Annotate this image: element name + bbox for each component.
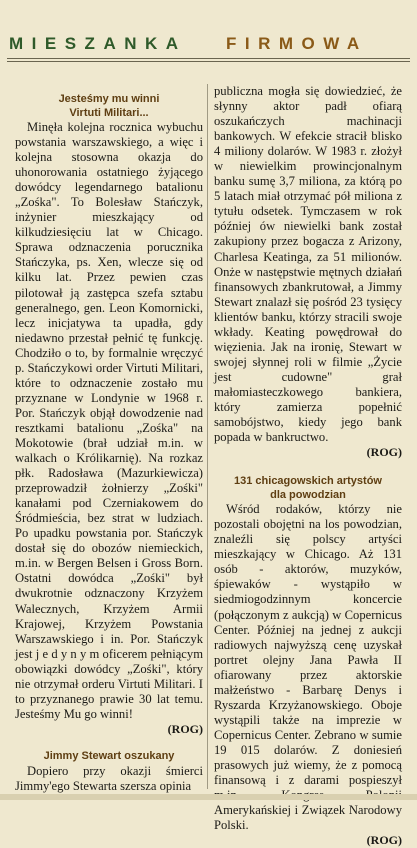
headline-line-1: Jesteśmy mu winni <box>58 93 160 105</box>
article-signature: (ROG) <box>366 833 402 848</box>
article-chicago-artists <box>214 474 402 848</box>
article-signature: (ROG) <box>366 445 402 460</box>
headline-line-1: 131 chicagowskich artystów <box>234 475 382 488</box>
headline-line-2: dla powodzian <box>270 489 346 502</box>
article-jimmy-stewart-continued <box>214 84 402 460</box>
page-bottom-edge <box>0 794 417 800</box>
section-title <box>0 34 417 56</box>
masthead <box>0 0 417 82</box>
article-signature: (ROG) <box>167 721 203 736</box>
article-signature-row <box>15 722 203 737</box>
masthead-rule-bottom <box>7 61 410 62</box>
article-signature-row <box>214 445 402 460</box>
left-column <box>15 82 203 794</box>
article-virtuti-militari <box>15 92 203 737</box>
article-headline <box>15 92 203 120</box>
masthead-rule-top <box>7 58 410 59</box>
article-body-start: Dopiero przy okazji śmierci Jimmy'ego Stewarta szersza opinia <box>15 763 203 793</box>
article-body: Wśród rodaków, którzy nie pozostali obojętni na los powodzian, znaleźli się polscy artyści mieszkający w Chicago. Aż 131 osób - aktorów, muzyków, śpiewaków - wystąpiło w siedmiogodzinnym koncercie (połączonym z aukcją) w Copernicus Center. Później na jednej z aukcji radiowych najwyższą cenę uzyskał portret olejny Jana Pawła II ofiarowany przez aktorskie małżeństwo - Barbarę Denys i Ryszarda Krzyżanowskiego. Oboje wystąpili także na imprezie w Copernicus Center. Zebrano w sumie 19 015 dolarów. Z doniesień prasowych już wiemy, że z pomocą finansową i z darami pospieszył Amerykańskiej i Związek Narodowy Polski. <box>214 502 402 833</box>
right-column <box>214 84 402 848</box>
section-title-left: MIESZANKA <box>9 34 187 53</box>
article-jimmy-stewart <box>15 749 203 794</box>
article-headline <box>214 474 402 502</box>
article-body: Minęła kolejna rocznica wybuchu powstania warszawskiego, a więc i kolejna stosowna okazja do uhonorowania ostatniego żyjącego dowódcy legendarnego batalionu „Zośka". To Bolesław Stańczyk, inżynier mieszkający od kilkudziesięciu lat w Chicago. Sprawa odznaczenia porucznika Stańczyka, ps. Xen, wlecze się od kilku lat. Przez pewien czas pilotował ją zastępca szefa sztabu generalnego, gen. Leon Komornicki, lecz inicjatywa ta upadła, gdy niedawno przestał pełnić tę funkcję. Chodziło o to, by formalnie wręczyć p. Stańczykowi order Virtuti Militari, które to odznaczenie zostało mu przyznane w Londynie w 1968 r. Por. Stańczyk objął dowodzenie nad resztkami batalionu „Zośka" na Mokotowie (brał udział m.in. w walkach o Królikarnię). Na rozkaz płk. Radosława (Mazurkiewicza) przeprowadził żołnierzy „Zośki" kanałami pod Czerniakowem do Śródmieścia, bez strat w ludziach. Po upadku powstania por. Stańczyk dostał się do obozów niemieckich, m.in. w Bergen Belsen i Gross Born. Ostatni dowódca „Zośki" był dwukrotnie odznaczony Krzyżem Walecznych, Krzyżem Armii Krajowej, Krzyżem Powstania Warszawskiego i in. Por. Stańczyk jest j e d y n y m oficerem pełniącym obowiązki dowódcy „Zośki", który nie otrzymał orderu Virtuti Militari. I to przyznanego prawie 30 lat temu. Jesteśmy Mu go winni! <box>15 120 203 721</box>
article-headline: Jimmy Stewart oszukany <box>43 749 175 762</box>
section-title-right: FIRMOWA <box>226 34 368 53</box>
article-body-continued: publiczna mogła się dowiedzieć, że słynny aktor padł ofiarą oszukańczych machinacji bankowych. W efekcie stracił blisko 4 miliony dolarów. W 1983 r. złożył w niewielkim prowincjonalnym banku sumę 3,7 miliona, za którą po 5 latach miał otrzymać pół miliona z tytułu odsetek. Tymczasem w rok później ów niewielki bank został zakupiony przez bogacza z Arizony, Charlesa Keatinga, za 51 milionów. Onże w następstwie mętnych działań finansowych zbankrutował, a Jimmy Stewart znalazł się pośród 23 tysięcy klientów banku, którzy stracili swoje wkłady. Keating powędrował do więzienia. Jak na ironię, Stewart w swojej słynnej roli w filmie „Życie jest cudowne" grał małomiasteczkowego bankiera, który zamierza popełnić samobójstwo, kiedy jego bank popada w bankructwo. <box>214 84 402 445</box>
article-signature-row <box>214 833 402 848</box>
column-divider <box>207 84 208 789</box>
headline-line-2: Virtuti Militari... <box>69 107 149 119</box>
